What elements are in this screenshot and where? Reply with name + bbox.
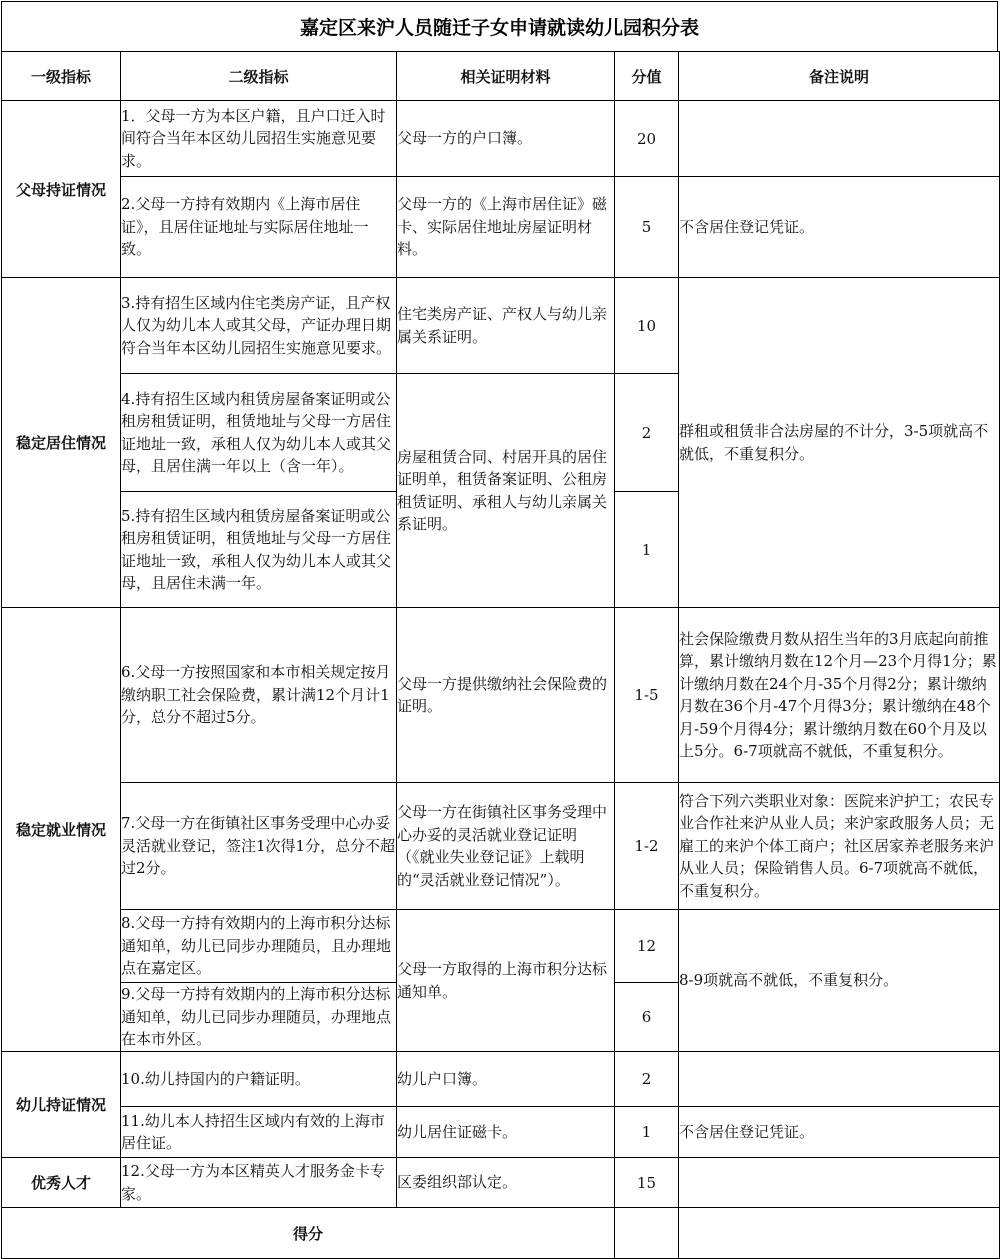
score-4: 2 [615,374,679,492]
category-stable-employment: 稳定就业情况 [2,608,121,1052]
table-row [2,1107,1000,1158]
remark-2: 不含居住登记凭证。 [679,177,1000,278]
table-row [2,910,1000,983]
remark-3-5: 群租或租赁非合法房屋的不计分，3-5项就高不就低，不重复积分。 [679,278,1000,608]
total-row [2,1208,1000,1259]
material-11: 幼儿居住证磁卡。 [397,1107,615,1158]
category-parents-cert: 父母持证情况 [2,101,121,278]
table-row [2,101,1000,177]
score-1: 20 [615,101,679,177]
remark-6: 社会保险缴费月数从招生当年的3月底起向前推算，累计缴纳月数在12个月—23个月得1分；累计缴纳月数在24个月-35个月得2分；累计缴纳月数在36个月-47个月得3分；累计缴纳在48个月-59个月得4分；累计缴纳月数在60个月及以上5分。6-7项就高不就低，不重复积分。 [679,608,1000,783]
table-row [2,783,1000,910]
header-level1: 一级指标 [2,52,121,101]
table-row [2,1052,1000,1107]
score-12: 15 [615,1158,679,1208]
header-level2: 二级指标 [121,52,397,101]
score-2: 5 [615,177,679,278]
score-11: 1 [615,1107,679,1158]
material-2: 父母一方的《上海市居住证》磁卡、实际居住地址房屋证明材料。 [397,177,615,278]
table-row [2,278,1000,374]
category-stable-residence: 稳定居住情况 [2,278,121,608]
remark-11: 不含居住登记凭证。 [679,1107,1000,1158]
score-10: 2 [615,1052,679,1107]
indicator-12: 12.父母一方为本区精英人才服务金卡专家。 [121,1158,397,1208]
score-3: 10 [615,278,679,374]
header-score: 分值 [615,52,679,101]
indicator-2: 2.父母一方持有效期内《上海市居住证》，且居住证地址与实际居住地址一致。 [121,177,397,278]
total-score-cell[interactable] [615,1208,679,1259]
indicator-7: 7.父母一方在街镇社区事务受理中心办妥灵活就业登记，签注1次得1分，总分不超过2分。 [121,783,397,910]
total-remark-cell [679,1208,1000,1259]
score-9: 6 [615,983,679,1052]
material-8-9: 父母一方取得的上海市积分达标通知单。 [397,910,615,1052]
score-5: 1 [615,492,679,608]
score-6: 1-5 [615,608,679,783]
remark-7: 符合下列六类职业对象：医院来沪护工；农民专业合作社来沪从业人员；来沪家政服务人员；无雇工的来沪个体工商户；社区居家养老服务来沪从业人员；保险销售人员。6-7项就高不就低，不重复积分。 [679,783,1000,910]
remark-8-9: 8-9项就高不就低，不重复积分。 [679,910,1000,1052]
table-row [2,177,1000,278]
total-label: 得分 [2,1208,615,1259]
table-row [2,1158,1000,1208]
header-materials: 相关证明材料 [397,52,615,101]
header-remarks: 备注说明 [679,52,1000,101]
remark-10 [679,1052,1000,1107]
material-7: 父母一方在街镇社区事务受理中心办妥的灵活就业登记证明（《就业失业登记证》上载明的“灵活就业登记情况”）。 [397,783,615,910]
score-7: 1-2 [615,783,679,910]
material-3: 住宅类房产证、产权人与幼儿亲属关系证明。 [397,278,615,374]
remark-1 [679,101,1000,177]
indicator-5: 5.持有招生区域内租赁房屋备案证明或公租房租赁证明，租赁地址与父母一方居住证地址一致，承租人仅为幼儿本人或其父母，且居住未满一年。 [121,492,397,608]
indicator-10: 10.幼儿持国内的户籍证明。 [121,1052,397,1107]
indicator-1: 1．父母一方为本区户籍，且户口迁入时间符合当年本区幼儿园招生实施意见要求。 [121,101,397,177]
header-row [2,52,1000,101]
material-10: 幼儿户口簿。 [397,1052,615,1107]
remark-12 [679,1158,1000,1208]
material-1: 父母一方的户口簿。 [397,101,615,177]
indicator-11: 11.幼儿本人持招生区域内有效的上海市居住证。 [121,1107,397,1158]
indicator-6: 6.父母一方按照国家和本市相关规定按月缴纳职工社会保险费，累计满12个月计1分，总分不超过5分。 [121,608,397,783]
material-4-5: 房屋租赁合同、村居开具的居住证明单，租赁备案证明、公租房租赁证明、承租人与幼儿亲属关系证明。 [397,374,615,608]
points-table [1,51,1000,1259]
category-child-cert: 幼儿持证情况 [2,1052,121,1158]
indicator-4: 4.持有招生区域内租赁房屋备案证明或公租房租赁证明，租赁地址与父母一方居住证地址一致，承租人仅为幼儿本人或其父母，且居住满一年以上（含一年）。 [121,374,397,492]
indicator-3: 3.持有招生区域内住宅类房产证，且产权人仅为幼儿本人或其父母，产证办理日期符合当年本区幼儿园招生实施意见要求。 [121,278,397,374]
category-talent: 优秀人才 [2,1158,121,1208]
indicator-8: 8.父母一方持有效期内的上海市积分达标通知单，幼儿已同步办理随员，且办理地点在嘉定区。 [121,910,397,983]
indicator-9: 9.父母一方持有效期内的上海市积分达标通知单，幼儿已同步办理随员，办理地点在本市外区。 [121,983,397,1052]
score-8: 12 [615,910,679,983]
table-row [2,608,1000,783]
page-title: 嘉定区来沪人员随迁子女申请就读幼儿园积分表 [1,1,998,51]
material-6: 父母一方提供缴纳社会保险费的证明。 [397,608,615,783]
material-12: 区委组织部认定。 [397,1158,615,1208]
